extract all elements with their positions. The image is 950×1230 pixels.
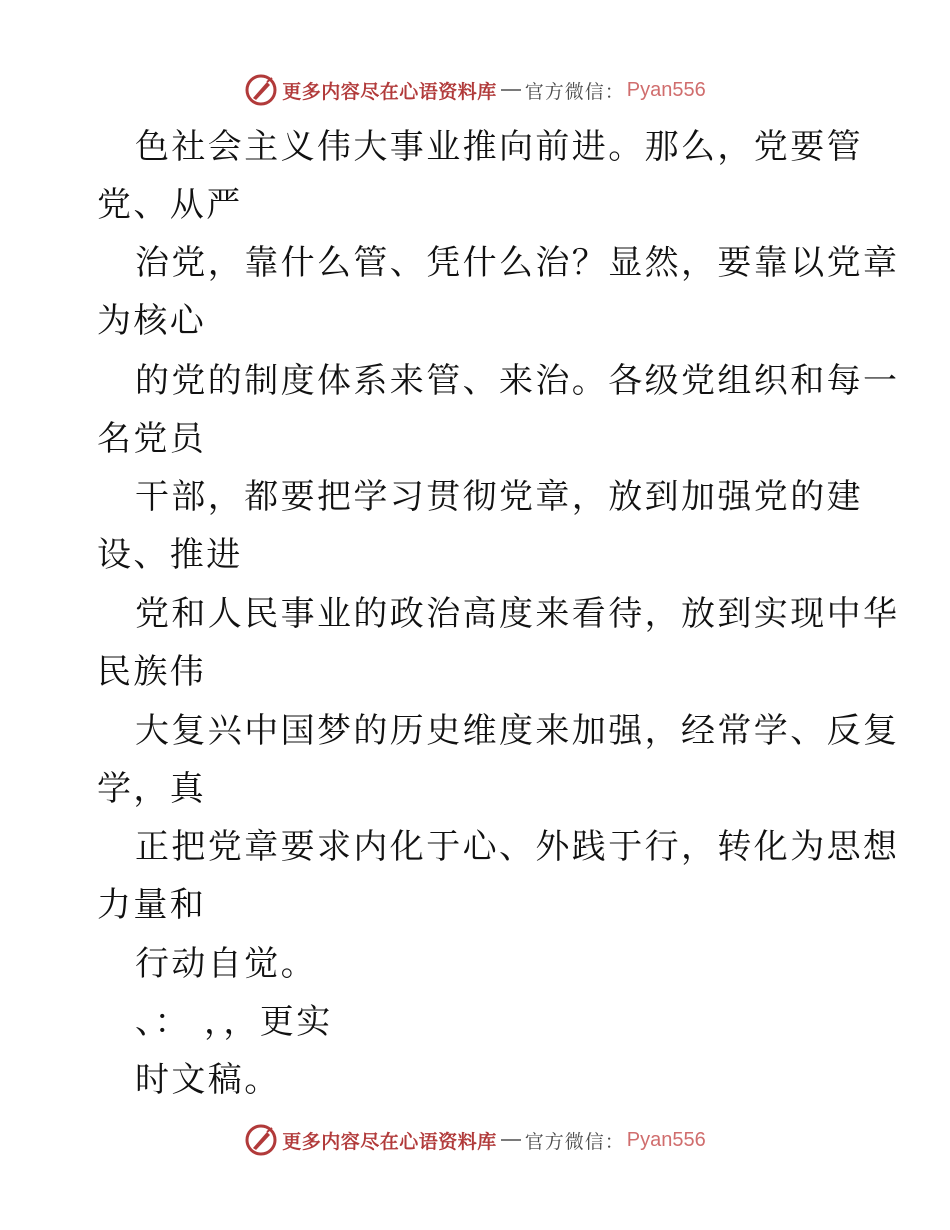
body-line: 民族伟 xyxy=(97,652,207,692)
body-line: 学，真 xyxy=(97,769,207,809)
header-wechat-label: 官方微信： xyxy=(524,80,625,103)
body-line: 行动自觉。 xyxy=(135,944,317,984)
body-line: 大复兴中国梦的历史维度来加强，经常学、反复 xyxy=(135,711,900,751)
body-line: 力量和 xyxy=(97,885,207,925)
body-line: 设、推进 xyxy=(97,535,243,575)
body-line: 党和人民事业的政治高度来看待，放到实现中华 xyxy=(135,594,900,634)
body-line: 治党，靠什么管、凭什么治？显然，要靠以党章 xyxy=(135,243,900,283)
footer-banner xyxy=(0,1120,950,1160)
quill-logo-icon xyxy=(244,1123,278,1157)
body-line: 、： ，，更实 xyxy=(135,1002,333,1042)
quill-logo-icon xyxy=(244,73,278,107)
body-line: 时文稿。 xyxy=(135,1060,281,1100)
header-banner xyxy=(0,70,950,110)
footer-site-text: 更多内容尽在心语资料库 xyxy=(282,1130,497,1153)
body-line: 名党员 xyxy=(97,419,207,459)
header-wechat-id: Pyan556 xyxy=(626,78,706,101)
header-dash xyxy=(501,89,521,91)
body-line: 正把党章要求内化于心、外践于行，转化为思想 xyxy=(135,827,900,867)
body-line: 为核心 xyxy=(97,301,207,341)
body-line: 干部，都要把学习贯彻党章，放到加强党的建 xyxy=(135,477,863,517)
header-site-text: 更多内容尽在心语资料库 xyxy=(282,80,497,103)
body-line: 的党的制度体系来管、来治。各级党组织和每一 xyxy=(135,361,900,401)
footer-wechat-label: 官方微信： xyxy=(524,1130,625,1153)
footer-dash xyxy=(501,1139,521,1141)
body-line: 色社会主义伟大事业推向前进。那么，党要管 xyxy=(135,127,863,167)
footer-wechat-id: Pyan556 xyxy=(626,1128,706,1151)
body-line: 党、从严 xyxy=(97,185,243,225)
